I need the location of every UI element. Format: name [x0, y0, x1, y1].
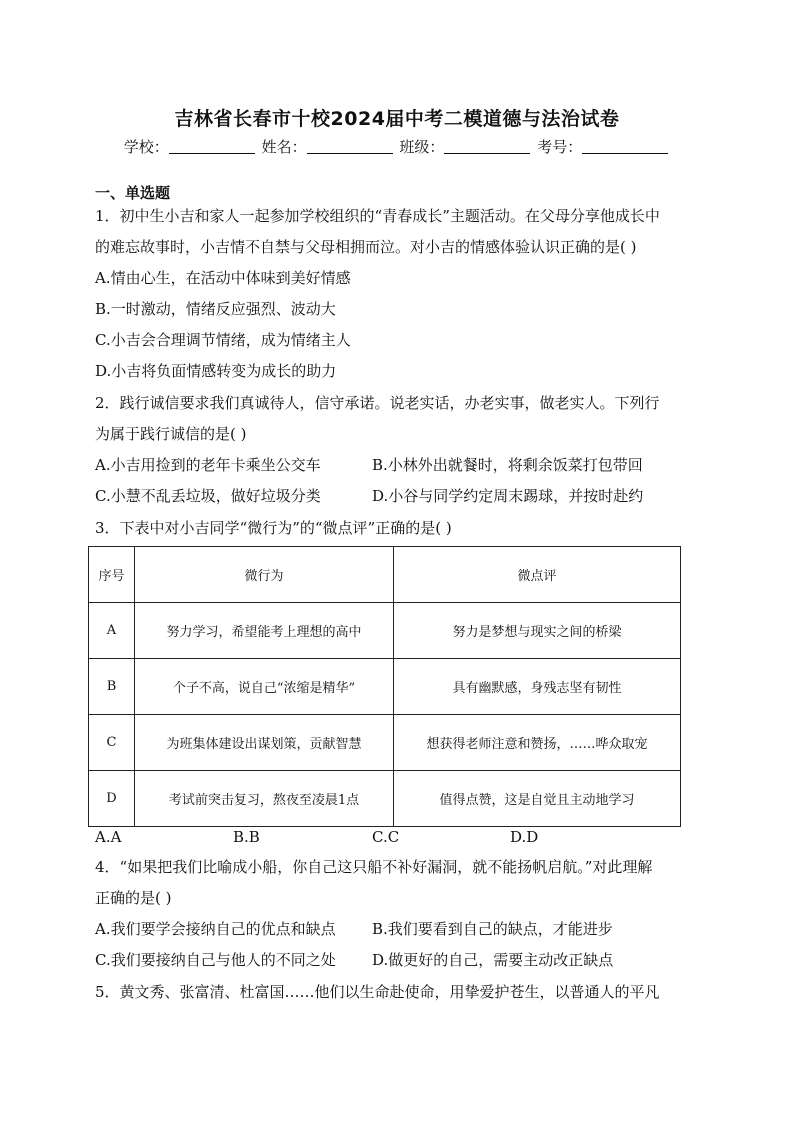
exam-title: 吉林省长春市十校2024届中考二模道德与法治试卷 [174, 108, 620, 130]
q4-option-b: B.我们要看到自己的缺点，才能进步 [372, 920, 613, 938]
row-behavior: 考试前突击复习，熬夜至凌晨1点 [135, 771, 394, 827]
q4-option-c: C.我们要接纳自己与他人的不同之处 [95, 951, 336, 969]
q1-option-a: A.情由心生，在活动中体味到美好情感 [95, 269, 351, 287]
row-comment: 具有幽默感，身残志坚有韧性 [394, 659, 681, 715]
row-label: D [89, 771, 135, 827]
q3-option-a: A.A [95, 828, 122, 846]
row-label: C [89, 715, 135, 771]
q1-stem-line-1: 1．初中生小吉和家人一起参加学校组织的“青春成长”主题活动。在父母分享他成长中 [95, 207, 660, 225]
class-label: 班级： [399, 138, 445, 156]
q4-stem-line-2: 正确的是( ) [95, 889, 172, 907]
table-row [89, 659, 681, 715]
school-blank [169, 139, 255, 154]
q5-stem-line-1: 5．黄文秀、张富清、杜富国……他们以生命赴使命，用挚爱护苍生，以普通人的平凡 [95, 983, 660, 1001]
row-comment: 想获得老师注意和赞扬，……哗众取宠 [394, 715, 681, 771]
name-blank [307, 139, 393, 154]
school-label: 学校： [123, 138, 169, 156]
row-label: A [89, 603, 135, 659]
row-comment: 值得点赞，这是自觉且主动地学习 [394, 771, 681, 827]
q2-option-b: B.小林外出就餐时，将剩余饭菜打包带回 [372, 456, 643, 474]
q4-option-a: A.我们要学会接纳自己的优点和缺点 [95, 920, 336, 938]
q1-stem-line-2: 的难忘故事时，小吉情不自禁与父母相拥而泣。对小吉的情感体验认识正确的是( ) [95, 238, 637, 256]
exam-number-blank [582, 139, 668, 154]
table-row [89, 715, 681, 771]
q4-stem-line-1: 4．“如果把我们比喻成小船，你自己这只船不补好漏洞，就不能扬帆启航。”对此理解 [95, 858, 653, 876]
q2-option-a: A.小吉用捡到的老年卡乘坐公交车 [95, 456, 321, 474]
q1-option-b: B.一时激动，情绪反应强烈、波动大 [95, 300, 336, 318]
section-heading: 一、单选题 [95, 184, 171, 202]
table-header-row [89, 547, 681, 603]
q2-option-c: C.小慧不乱丢垃圾，做好垃圾分类 [95, 487, 321, 505]
header-behavior: 微行为 [135, 547, 394, 603]
class-blank [444, 139, 530, 154]
row-label: B [89, 659, 135, 715]
q3-option-d: D.D [510, 828, 539, 846]
q2-option-d: D.小谷与同学约定周末踢球，并按时赴约 [372, 487, 644, 505]
exam-number-label: 考号： [537, 138, 583, 156]
table-row [89, 603, 681, 659]
q4-option-d: D.做更好的自己，需要主动改正缺点 [372, 951, 614, 969]
q3-option-c: C.C [372, 828, 400, 846]
q2-stem-line-1: 2．践行诚信要求我们真诚待人，信守承诺。说老实话，办老实事，做老实人。下列行 [95, 394, 660, 412]
student-info-row [0, 136, 794, 157]
name-label: 姓名： [261, 138, 307, 156]
row-behavior: 努力学习，希望能考上理想的高中 [135, 603, 394, 659]
q1-option-c: C.小吉会合理调节情绪，成为情绪主人 [95, 331, 351, 349]
row-comment: 努力是梦想与现实之间的桥梁 [394, 603, 681, 659]
q3-option-b: B.B [233, 828, 260, 846]
header-comment: 微点评 [394, 547, 681, 603]
q2-stem-line-2: 为属于践行诚信的是( ) [95, 425, 247, 443]
row-behavior: 为班集体建设出谋划策，贡献智慧 [135, 715, 394, 771]
row-behavior: 个子不高，说自己“浓缩是精华” [135, 659, 394, 715]
q1-option-d: D.小吉将负面情感转变为成长的助力 [95, 362, 337, 380]
table-row [89, 771, 681, 827]
q3-stem: 3．下表中对小吉同学“微行为”的“微点评”正确的是( ) [95, 519, 452, 537]
q3-table [88, 546, 681, 827]
header-number: 序号 [89, 547, 135, 603]
